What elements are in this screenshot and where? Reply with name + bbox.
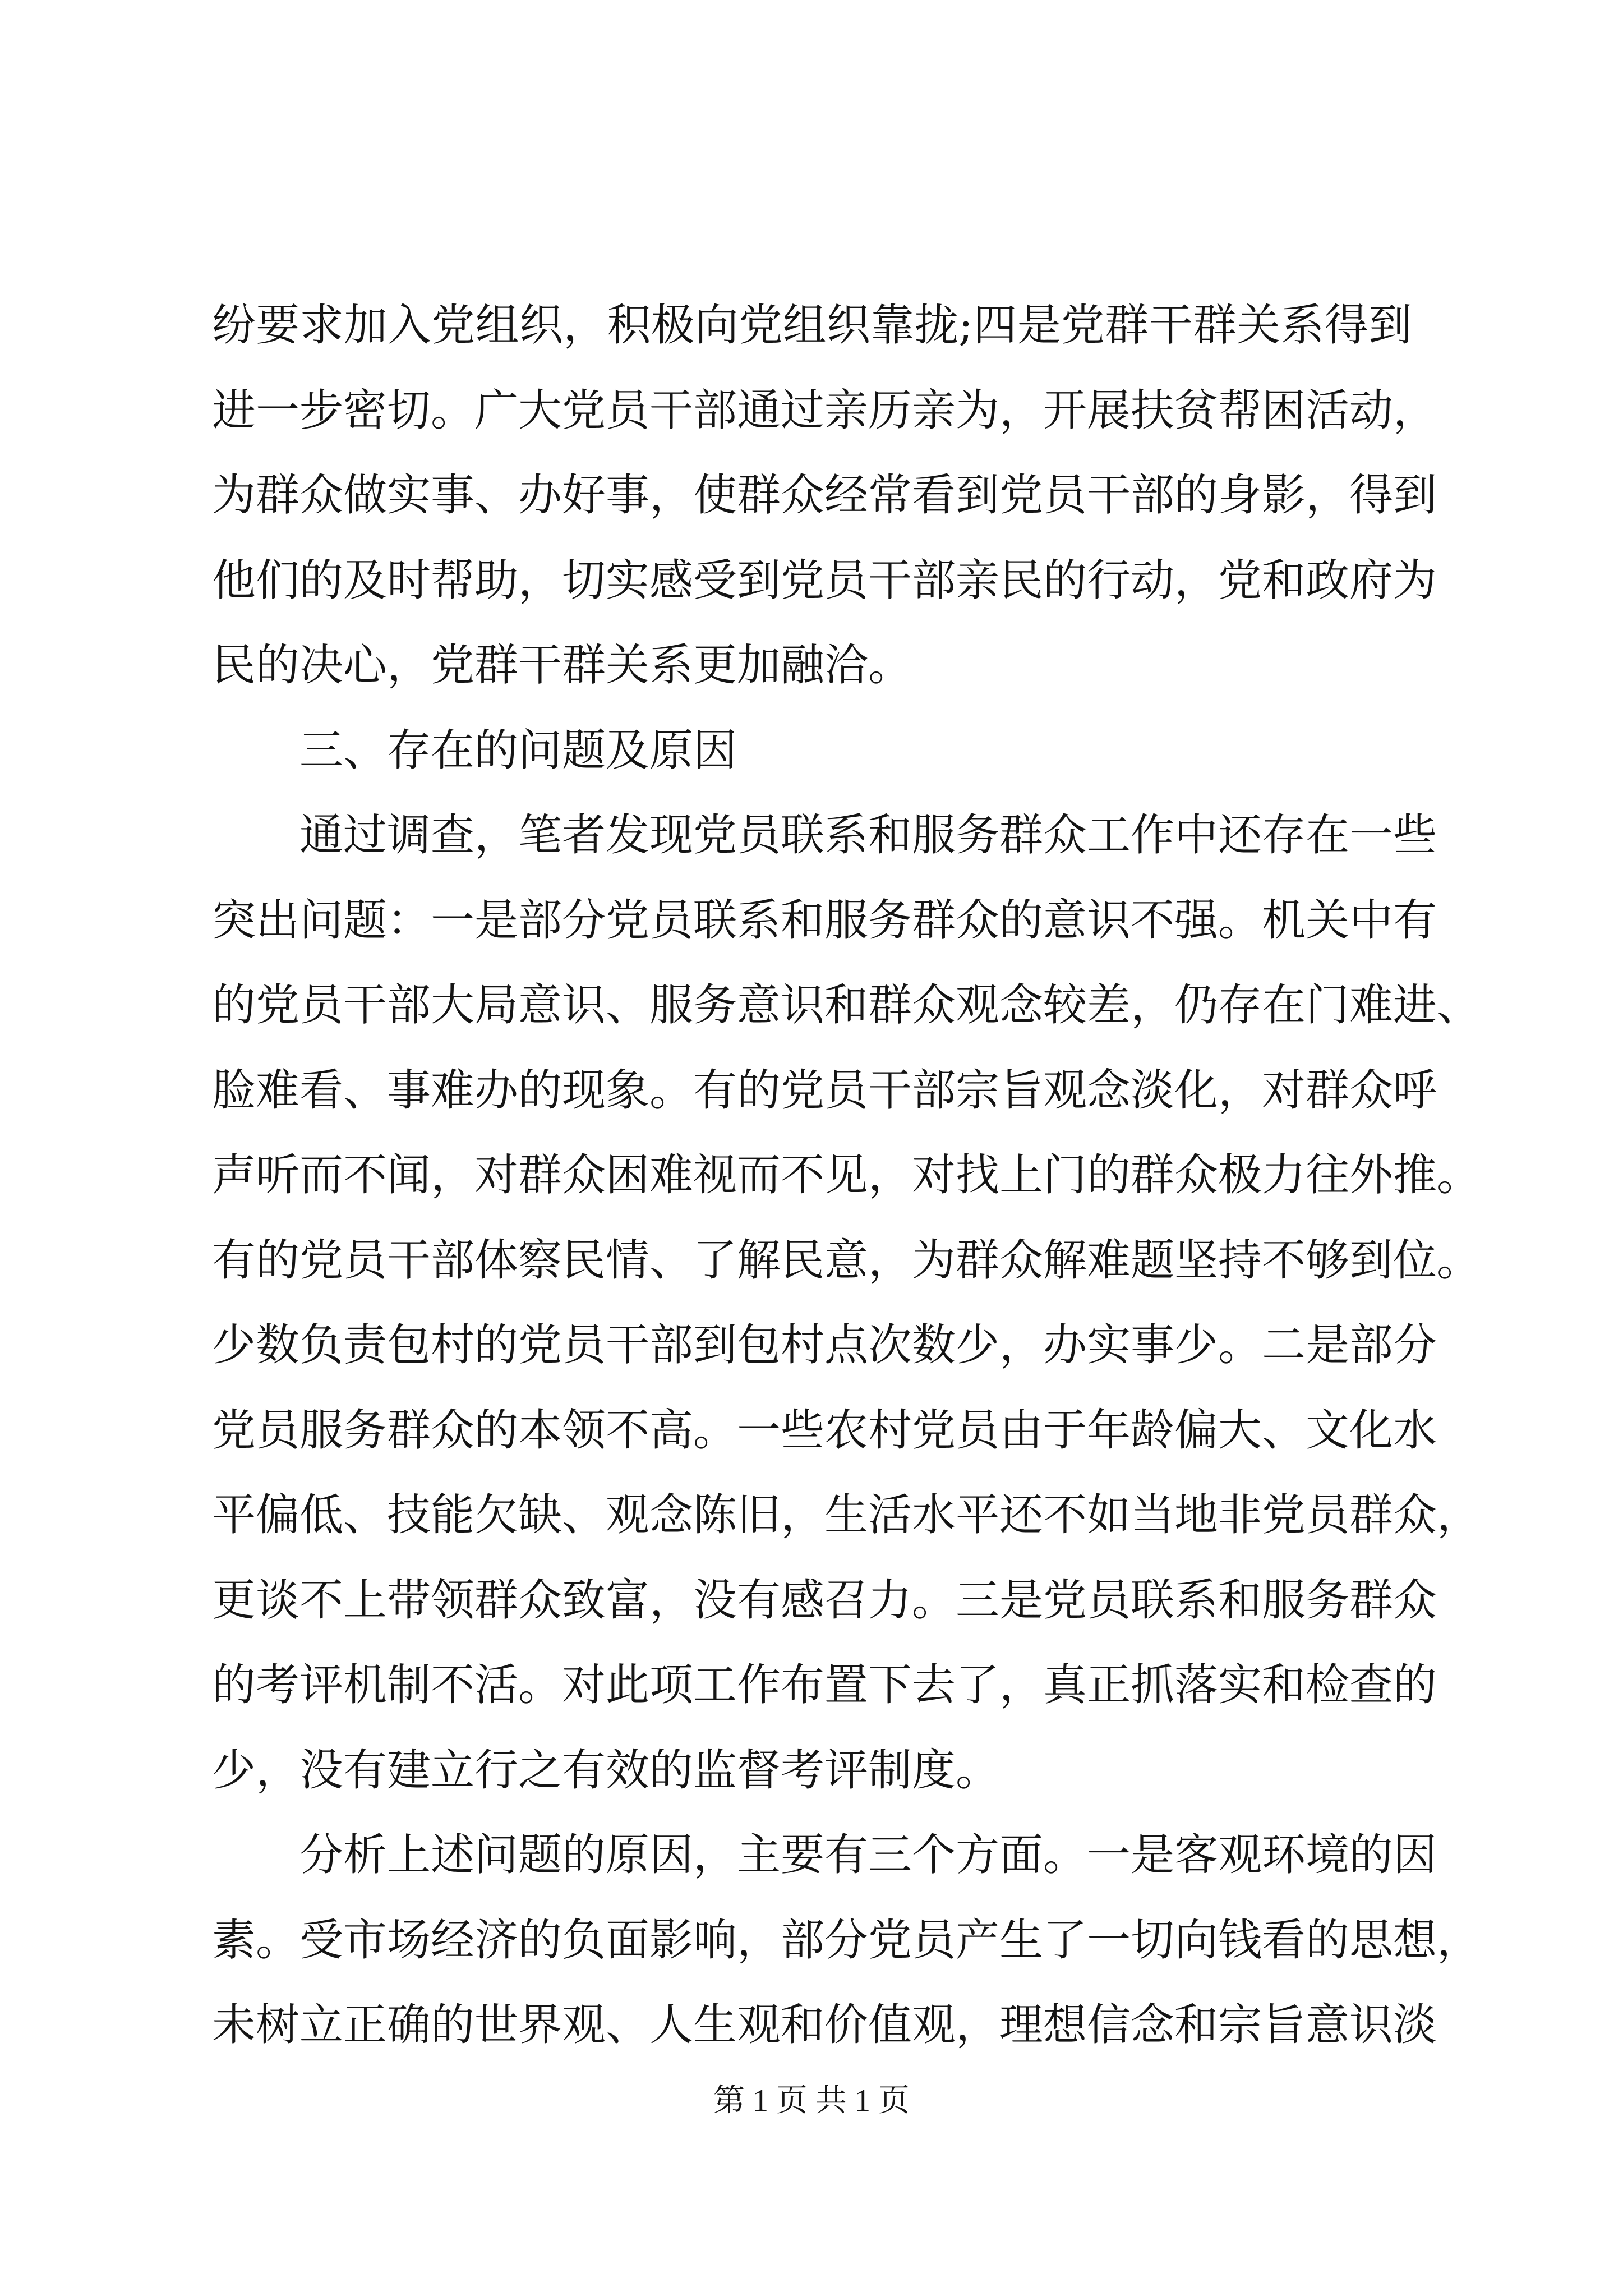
text-line: 平偏低、技能欠缺、观念陈旧，生活水平还不如当地非党员群众，	[212, 1490, 1481, 1540]
text-line: 素。受市场经济的负面影响，部分党员产生了一切向钱看的思想，	[212, 1915, 1481, 1966]
text-line: 党员服务群众的本领不高。一些农村党员由于年龄偏大、文化水	[212, 1405, 1437, 1456]
text-line: 的考评机制不活。对此项工作布置下去了，真正抓落实和检查的	[212, 1660, 1437, 1710]
page-number-footer: 第 1 页 共 1 页	[713, 2083, 910, 2118]
text-line: 少数负责包村的党员干部到包村点次数少，办实事少。二是部分	[212, 1320, 1437, 1370]
text-line: 他们的及时帮助，切实感受到党员干部亲民的行动，党和政府为	[212, 555, 1437, 606]
text-line: 的党员干部大局意识、服务意识和群众观念较差，仍存在门难进、	[212, 980, 1481, 1030]
text-line: 脸难看、事难办的现象。有的党员干部宗旨观念淡化，对群众呼	[212, 1065, 1437, 1116]
text-line: 突出问题：一是部分党员联系和服务群众的意识不强。机关中有	[212, 895, 1437, 946]
text-line: 分析上述问题的原因，主要有三个方面。一是客观环境的因	[299, 1830, 1437, 1880]
text-line: 声听而不闻，对群众困难视而不见，对找上门的群众极力往外推。	[212, 1150, 1481, 1200]
text-line: 通过调查，笔者发现党员联系和服务群众工作中还存在一些	[299, 810, 1437, 861]
text-line: 民的决心，党群干群关系更加融洽。	[212, 640, 912, 691]
text-line: 未树立正确的世界观、人生观和价值观，理想信念和宗旨意识淡	[212, 2000, 1437, 2050]
text-line: 少，没有建立行之有效的监督考评制度。	[212, 1745, 1000, 1796]
text-line: 更谈不上带领群众致富，没有感召力。三是党员联系和服务群众	[212, 1575, 1437, 1626]
text-line: 纷要求加入党组织，积极向党组织靠拢;四是党群干群关系得到	[212, 300, 1412, 351]
section-heading: 三、存在的问题及原因	[299, 725, 737, 776]
text-line: 为群众做实事、办好事，使群众经常看到党员干部的身影，得到	[212, 470, 1437, 521]
text-line: 进一步密切。广大党员干部通过亲历亲为，开展扶贫帮困活动，	[212, 385, 1437, 436]
text-line: 有的党员干部体察民情、了解民意，为群众解难题坚持不够到位。	[212, 1235, 1481, 1286]
